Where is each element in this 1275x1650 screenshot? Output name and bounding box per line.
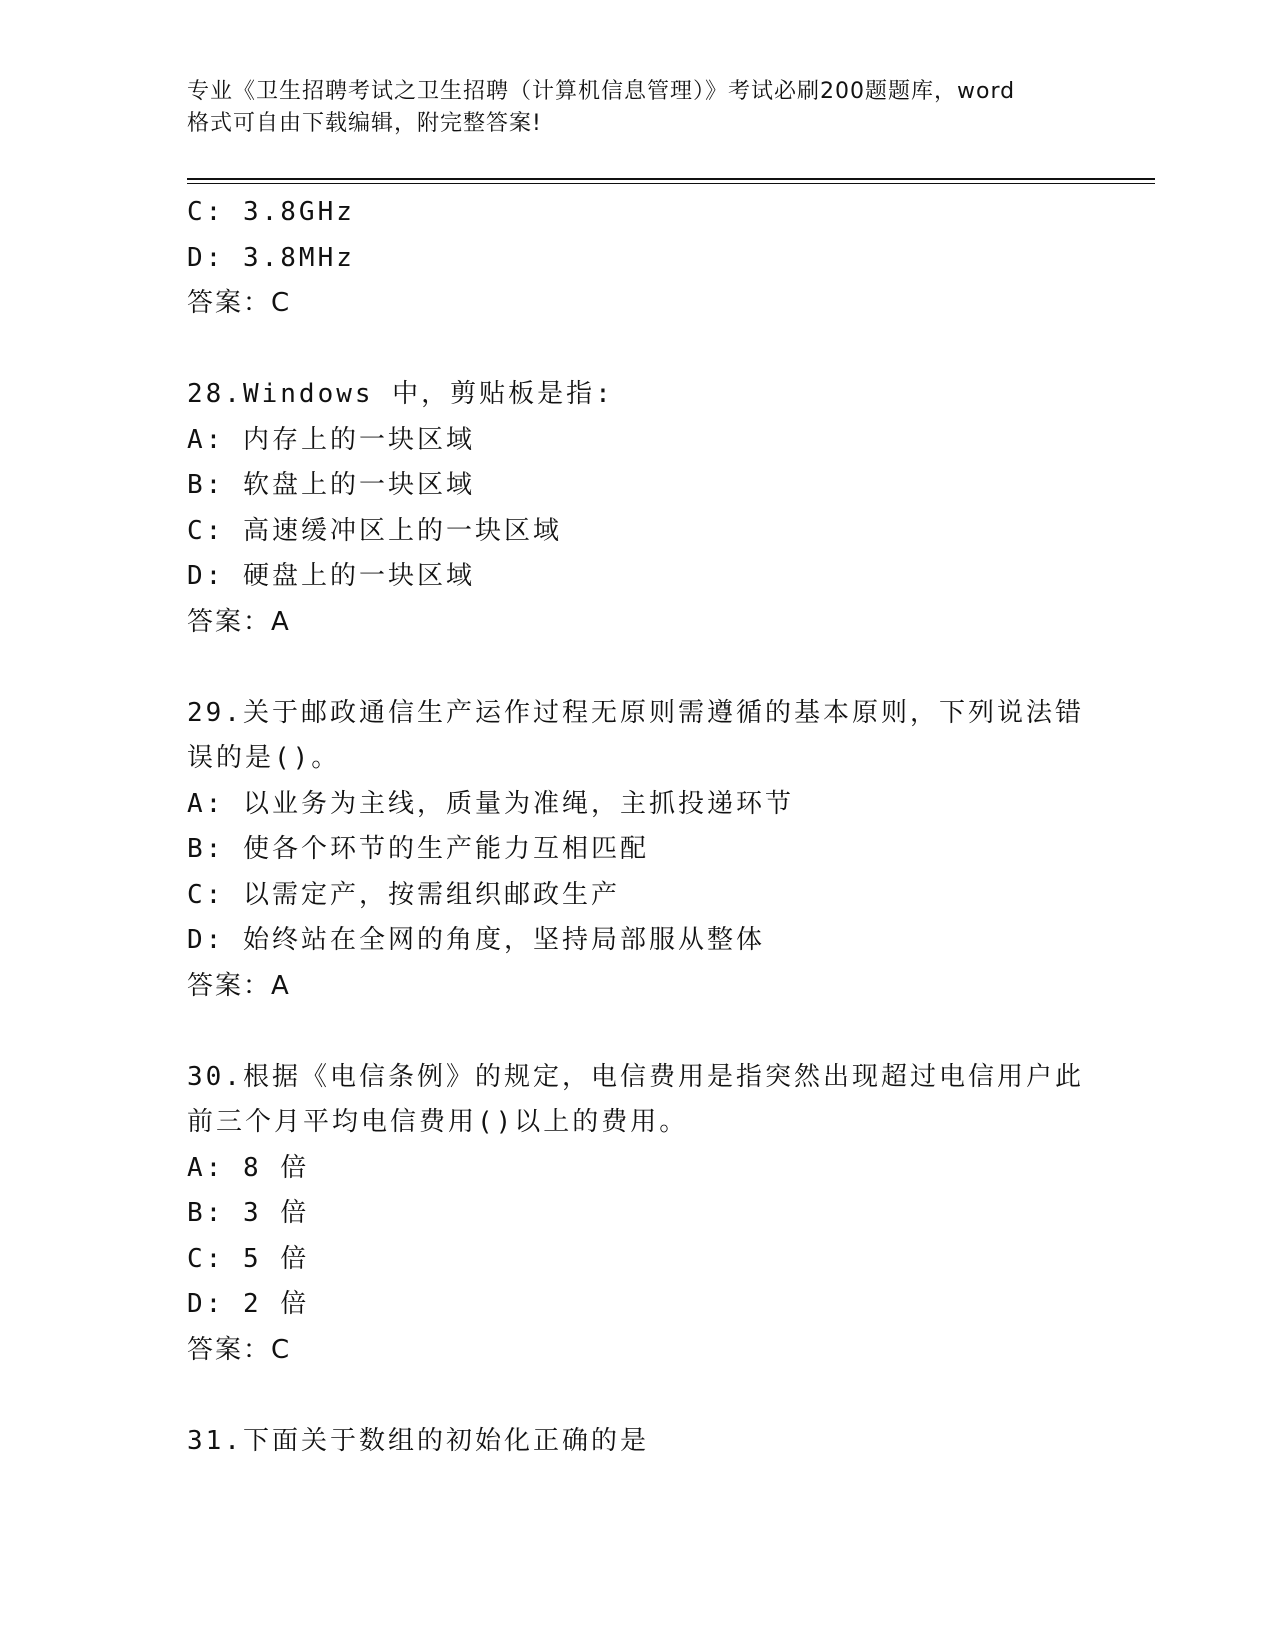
option-b: B: 使各个环节的生产能力互相匹配 [187,834,649,864]
answer: 答案：A [187,606,291,637]
option-d: D: 硬盘上的一块区域 [187,561,475,591]
option-d: D: 3.8MHz [187,242,355,273]
question-stem-line-1: 29.关于邮政通信生产运作过程无原则需遵循的基本原则，下列说法错 [187,697,1084,728]
spacer [187,1009,1087,1055]
question-30 [187,1055,1087,1374]
question-28 [187,372,1087,645]
answer: 答案：C [187,288,292,318]
answer: 答案：C [187,1334,292,1365]
option-d: D: 始终站在全网的角度，坚持局部服从整体 [187,925,765,955]
question-stem-line-2: 误的是()。 [187,743,341,773]
option-b: B: 3 倍 [187,1198,310,1228]
answer: 答案：A [187,970,291,1001]
question-31 [187,1419,1087,1465]
question-stem: 31.下面关于数组的初始化正确的是 [187,1425,649,1456]
option-b: B: 软盘上的一块区域 [187,470,475,500]
question-27 [187,190,1087,327]
option-c: C: 以需定产，按需组织邮政生产 [187,879,620,910]
page-header [187,76,1097,140]
header-divider [187,178,1155,184]
question-stem-line-1: 30.根据《电信条例》的规定，电信费用是指突然出现超过电信用户此 [187,1061,1084,1092]
spacer [187,1373,1087,1419]
question-stem-line-2: 前三个月平均电信费用()以上的费用。 [187,1107,689,1137]
spacer [187,327,1087,373]
option-c: C: 高速缓冲区上的一块区域 [187,515,562,546]
option-d: D: 2 倍 [187,1289,310,1319]
question-29 [187,691,1087,1010]
header-line-2: 格式可自由下载编辑，附完整答案! [187,111,542,136]
option-c: C: 5 倍 [187,1243,310,1274]
header-line-1: 专业《卫生招聘考试之卫生招聘（计算机信息管理）》考试必刷200题题库，word [187,79,1016,104]
option-c: C: 3.8GHz [187,197,355,227]
option-a: A: 内存上的一块区域 [187,424,475,455]
spacer [187,645,1087,691]
question-stem: 28.Windows 中，剪贴板是指: [187,379,614,409]
question-list [187,190,1087,1464]
option-a: A: 8 倍 [187,1152,310,1183]
option-a: A: 以业务为主线，质量为准绳，主抓投递环节 [187,788,794,819]
